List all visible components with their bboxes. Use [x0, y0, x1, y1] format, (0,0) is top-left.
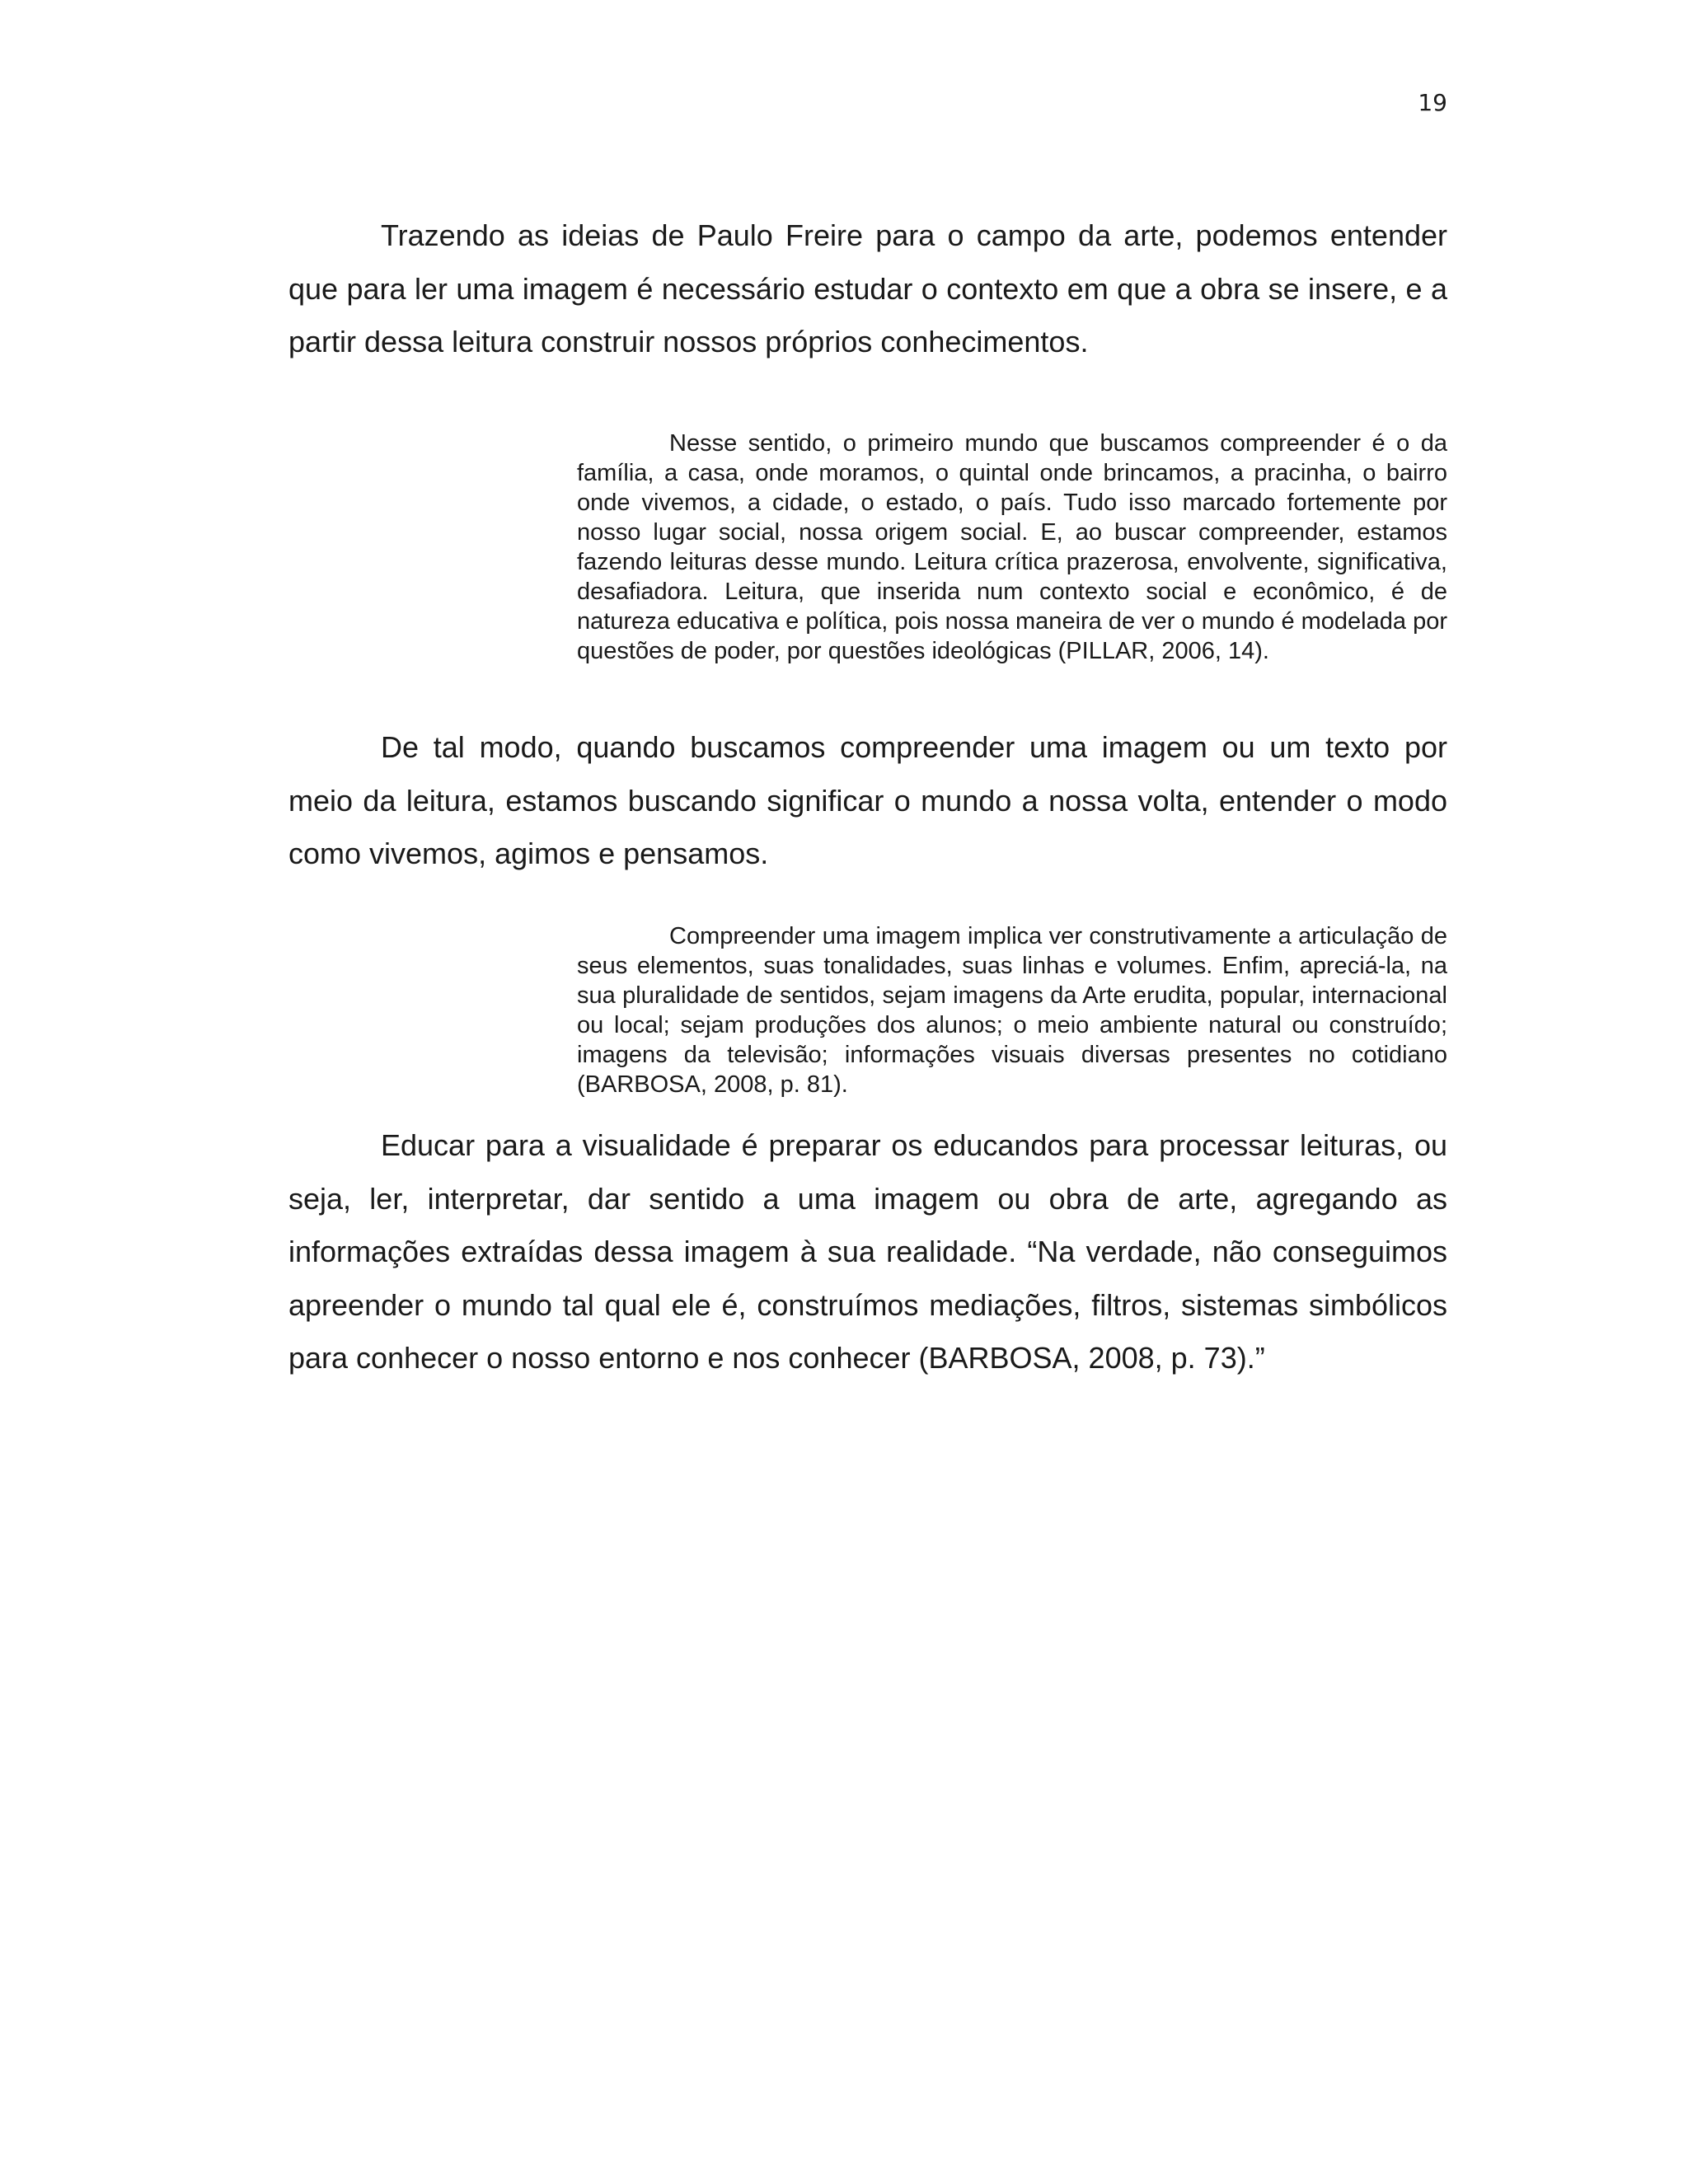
body-paragraph: De tal modo, quando buscamos compreender uma imagem ou um texto por meio da leitura, estamos buscando significar o mundo a nossa volta, entender o modo como vivemos, agimos e pensamos.: [288, 730, 1447, 870]
block-quote: Nesse sentido, o primeiro mundo que buscamos compreender é o da família, a casa, onde moramos, o quintal onde brincamos, a pracinha, o bairro onde vivemos, a cidade, o estado, o país. Tudo isso marcado fortemente por nosso lugar social, nossa origem social. E, ao buscar compreender, estamos fazendo leituras desse mundo. Leitura crítica prazerosa, envolvente, significativa, desafiadora. Leitura, que inserida num contexto social e econômico, é de natureza educativa e política, pois nossa maneira de ver o mundo é modelada por questões de poder, por questões ideológicas (PILLAR, 2006, 14).: [577, 430, 1447, 664]
block-quote: Compreender uma imagem implica ver construtivamente a articulação de seus elementos, suas tonalidades, suas linhas e volumes. Enfim, apreciá-la, na sua pluralidade de sentidos, sejam imagens da Arte erudita, popular, internacional ou local; sejam produções dos alunos; o meio ambiente natural ou construído; imagens da televisão; informações visuais diversas presentes no cotidiano (BARBOSA, 2008, p. 81).: [577, 923, 1447, 1098]
page-number: 19: [1418, 89, 1447, 116]
body-paragraph: Educar para a visualidade é preparar os educandos para processar leituras, ou seja, ler, interpretar, dar sentido a uma imagem ou obra de arte, agregando as informações extraídas dessa imagem à sua realidade. “Na verdade, não conseguimos apreender o mundo tal qual ele é, construímos mediações, filtros, sistemas simbólicos para conhecer o nosso entorno e nos conhecer (BARBOSA, 2008, p. 73).”: [288, 1128, 1447, 1375]
body-paragraph: Trazendo as ideias de Paulo Freire para o campo da arte, podemos entender que para ler uma imagem é necessário estudar o contexto em que a obra se insere, e a partir dessa leitura construir nossos próprios conhecimentos.: [288, 218, 1447, 359]
